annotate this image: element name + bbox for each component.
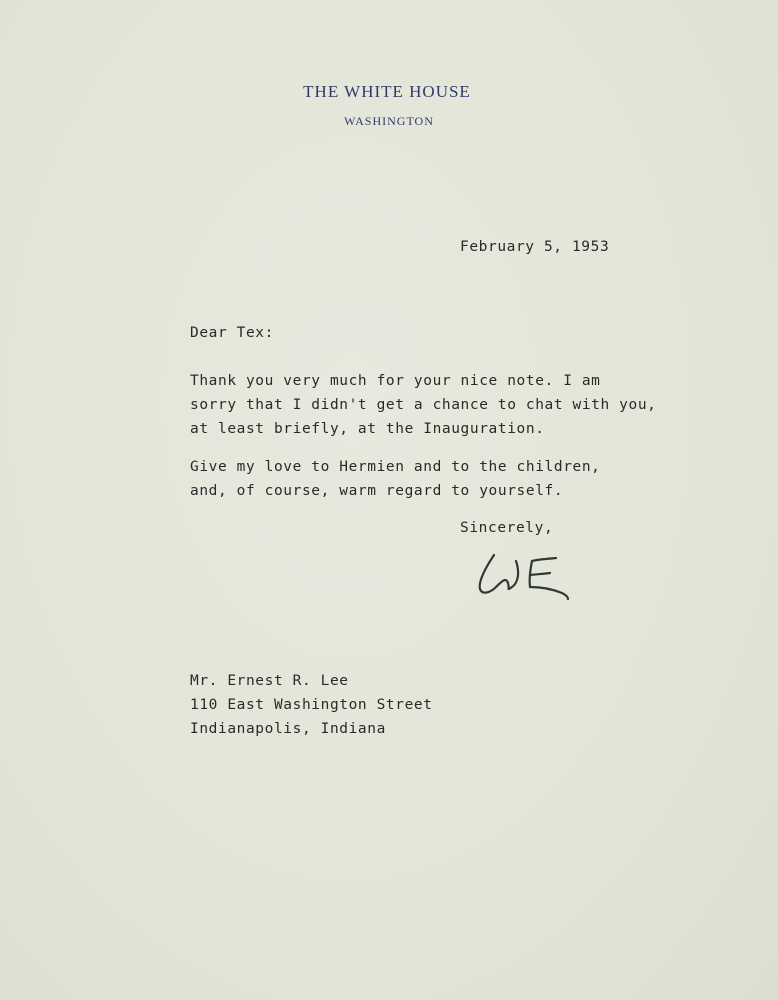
paragraph-line: sorry that I didn't get a chance to chat with you, xyxy=(190,397,657,413)
salutation: Dear Tex: xyxy=(190,325,274,341)
letterhead-city: WASHINGTON xyxy=(344,114,434,128)
letterhead-title: THE WHITE HOUSE xyxy=(303,82,471,101)
letter-date: February 5, 1953 xyxy=(460,239,610,255)
recipient-name: Mr. Ernest R. Lee xyxy=(190,673,349,689)
body-paragraph-1 xyxy=(190,369,657,441)
signature-initials xyxy=(472,547,582,605)
recipient-street: 110 East Washington Street xyxy=(190,697,433,713)
recipient-city: Indianapolis, Indiana xyxy=(190,721,386,737)
paragraph-line: Give my love to Hermien and to the children, xyxy=(190,459,601,475)
closing: Sincerely, xyxy=(460,520,554,536)
paragraph-line: and, of course, warm regard to yourself. xyxy=(190,483,564,499)
recipient-address xyxy=(190,669,433,741)
body-paragraph-2 xyxy=(190,455,601,503)
paragraph-line: Thank you very much for your nice note. I am xyxy=(190,373,601,389)
paragraph-line: at least briefly, at the Inauguration. xyxy=(190,421,545,437)
